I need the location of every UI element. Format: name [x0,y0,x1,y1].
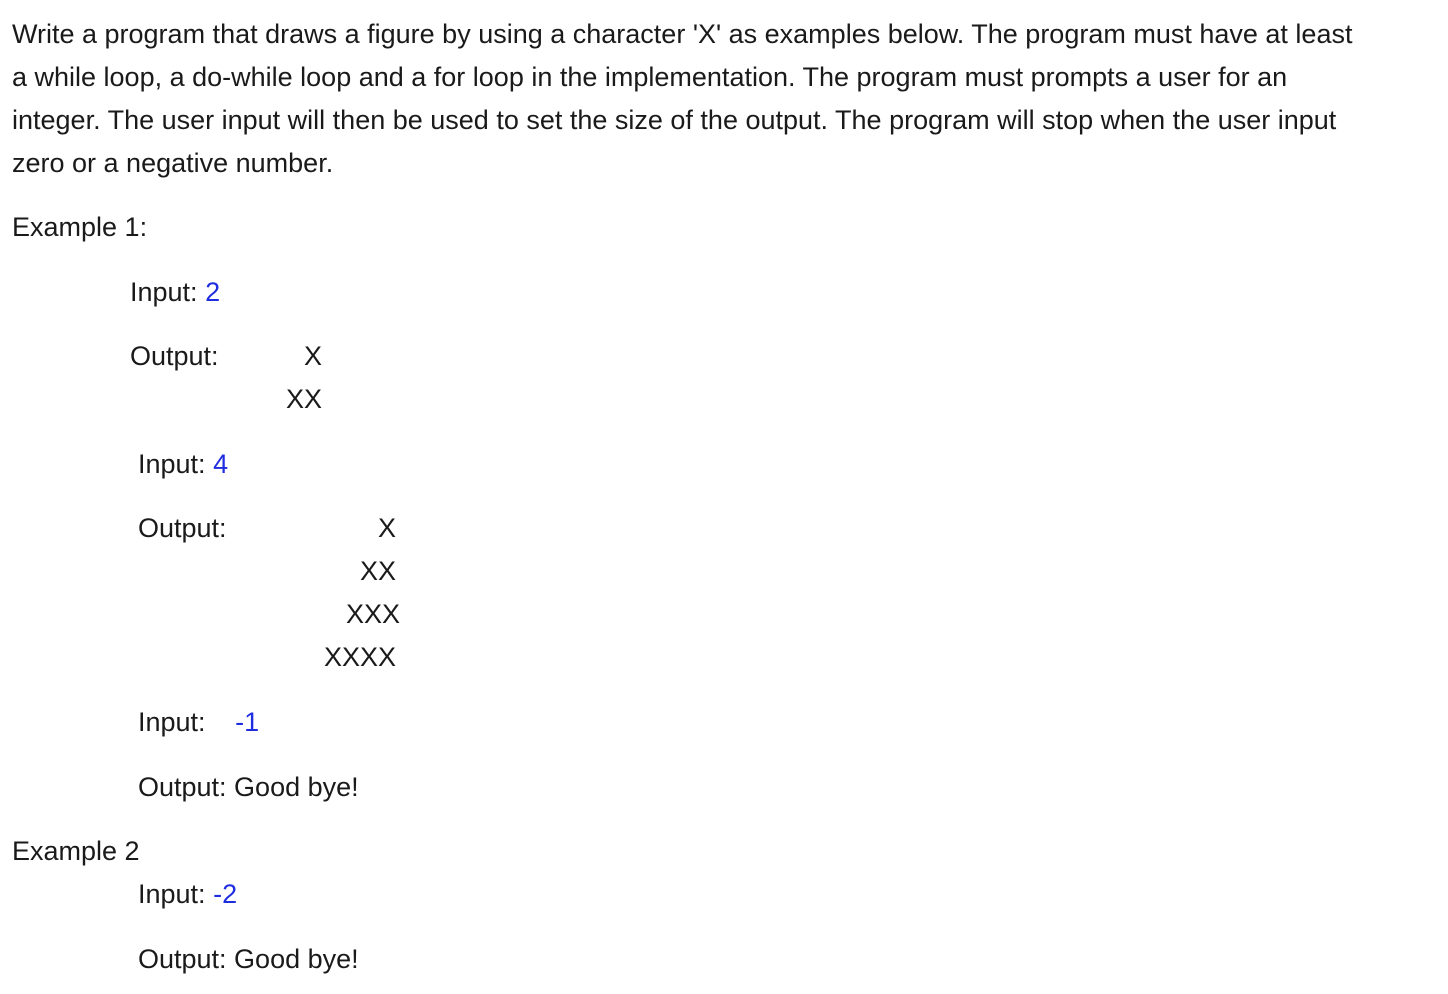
case1-output-label: Output: [130,341,219,371]
case2-output-line-4: XXXX [323,642,396,672]
input-value: 2 [205,277,221,307]
example2-input [138,877,237,911]
case1-input [130,275,220,309]
example2-output: Output: Good bye! [138,944,359,974]
case1-output-line-1: X [303,341,322,371]
case2-output-label: Output: [138,513,227,543]
example2-heading: Example 2 [12,836,140,866]
input-label: Input: [138,707,206,737]
problem-line-4: zero or a negative number. [12,148,334,178]
example1-heading: Example 1: [12,212,148,242]
input-value: -1 [235,707,260,737]
problem-line-1: Write a program that draws a figure by using a character 'X' as examples below. The program must have at least [12,19,1353,49]
input-value: 4 [213,449,229,479]
case2-input [138,447,228,481]
input-label: Input: [130,277,198,307]
problem-line-2: a while loop, a do-while loop and a for loop in the implementation. The program must prompts a user for an [12,62,1288,92]
input-label: Input: [138,449,206,479]
case2-output-line-1: X [377,513,396,543]
case3-input [138,705,259,739]
input-label: Input: [138,879,206,909]
case1-output-line-2: XX [285,384,322,414]
case2-output-line-3: XXX [345,599,400,629]
case3-output: Output: Good bye! [138,772,359,802]
problem-line-3: integer. The user input will then be used to set the size of the output. The program will stop when the user input [12,105,1337,135]
case2-output-line-2: XX [359,556,396,586]
input-value: -2 [213,879,238,909]
